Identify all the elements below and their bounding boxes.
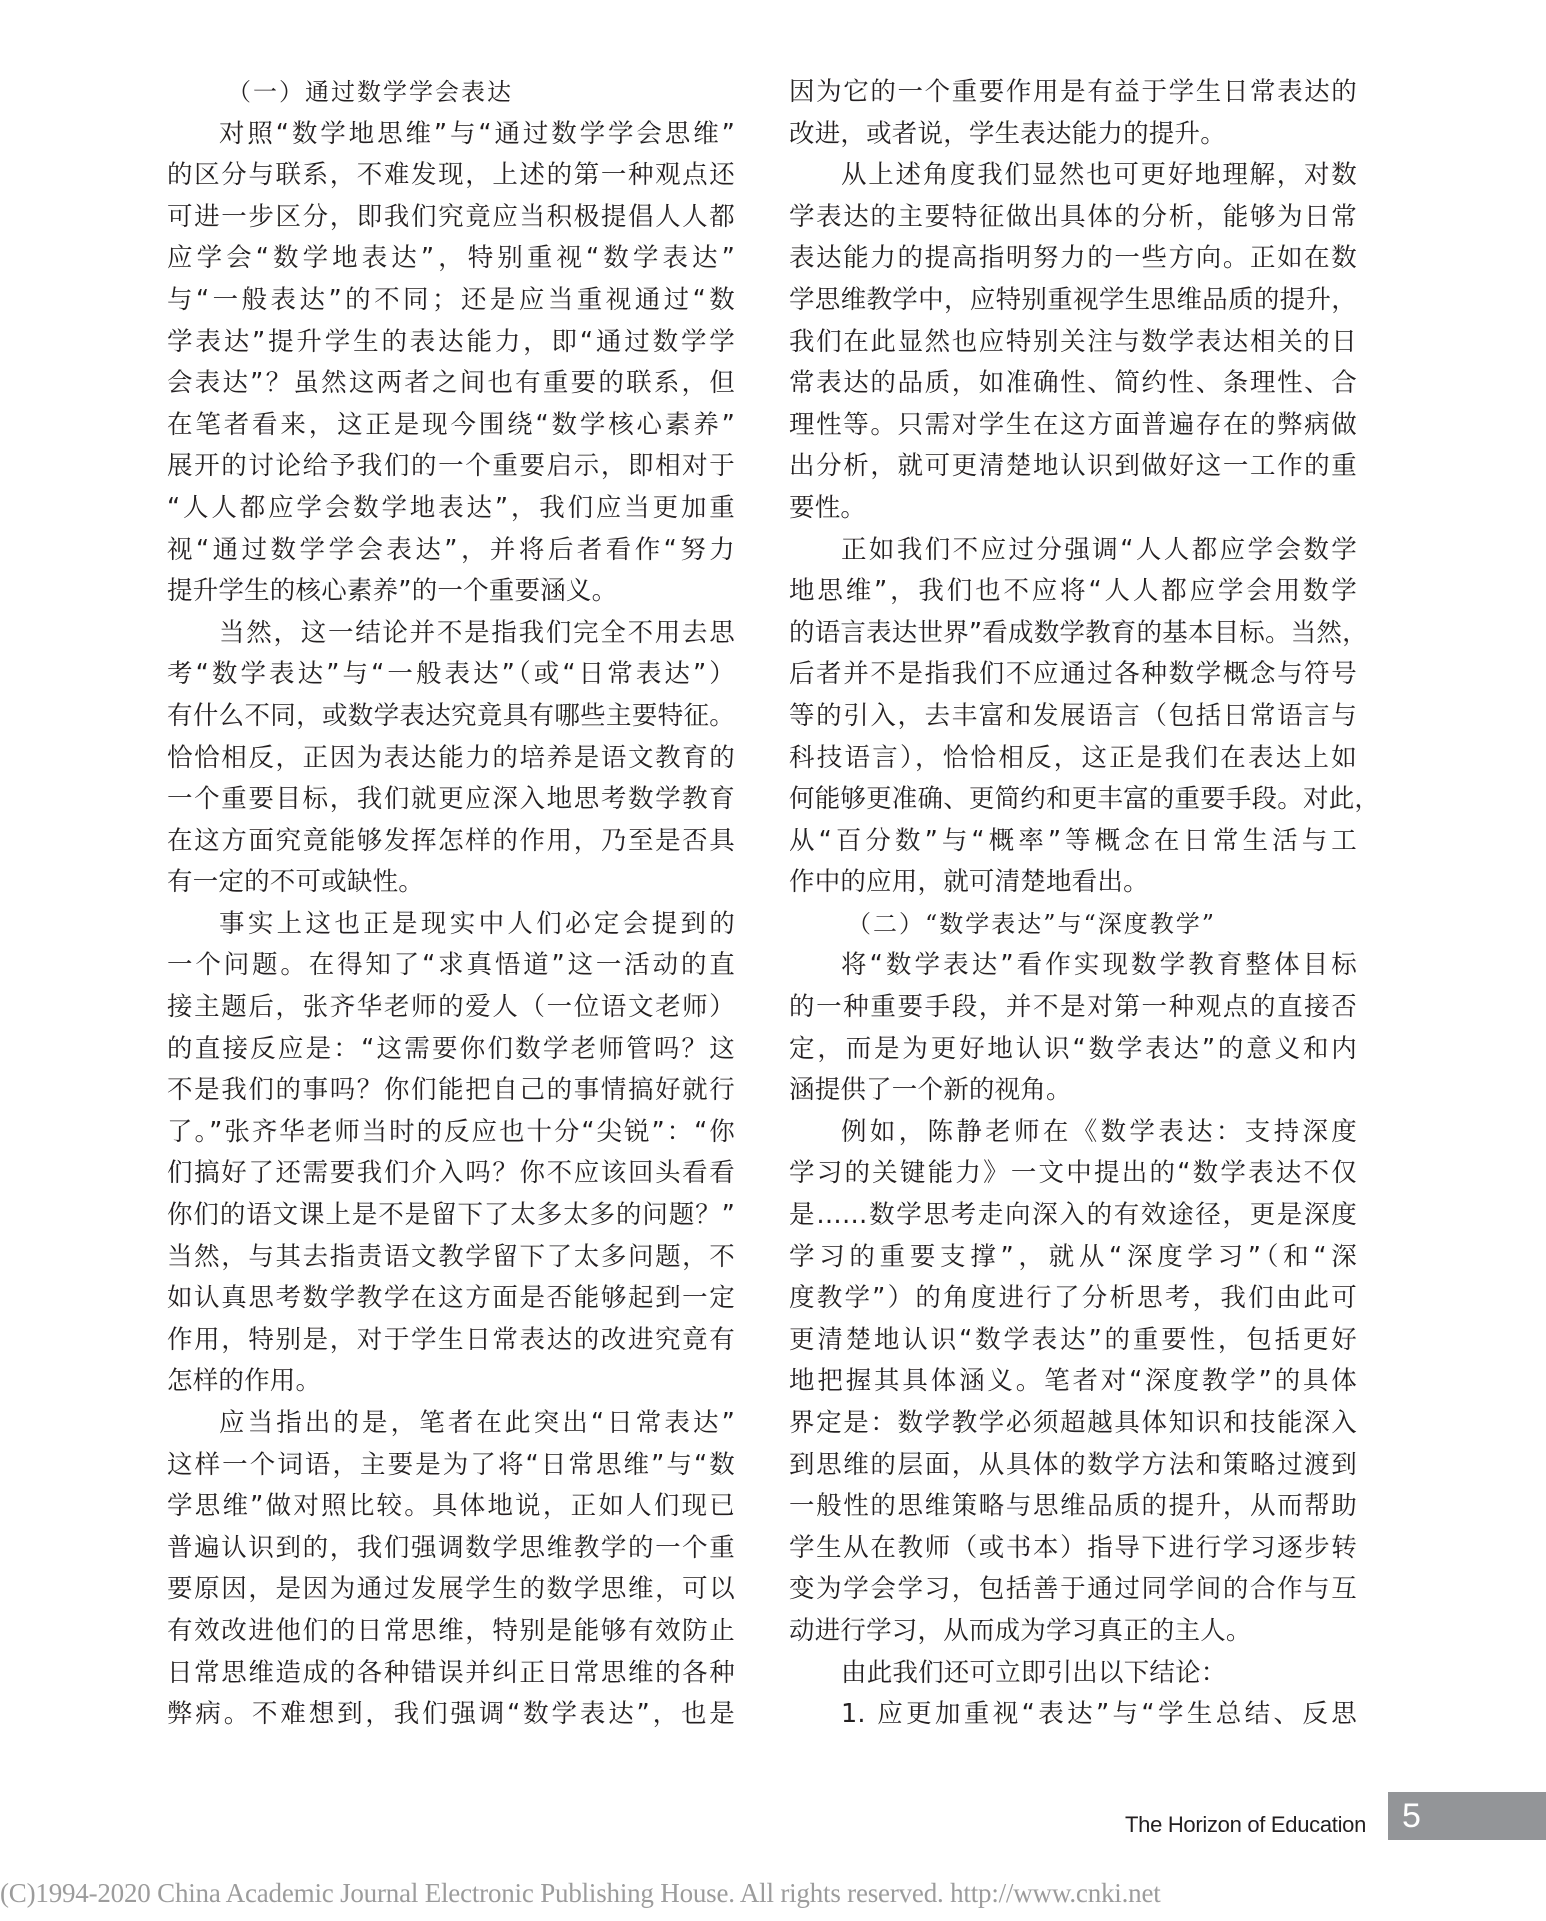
text-line: 度教学”）的角度进行了分析思考，我们由此可 <box>789 1283 1357 1314</box>
copyright-notice: (C)1994-2020 China Academic Journal Electronic Publishing House. All rights reserved. http://www.cnki.net <box>0 1878 1161 1908</box>
text-line: 这样一个词语，主要是为了将“日常思维”与“数 <box>167 1449 735 1480</box>
paragraph-first-line: 事实上这也正是现实中人们必定会提到的 <box>219 908 735 939</box>
text-line: 提升学生的核心素养”的一个重要涵义。 <box>167 576 618 607</box>
journal-name: The Horizon of Education <box>1125 1812 1367 1837</box>
text-line: 不是我们的事吗？你们能把自己的事情搞好就行 <box>167 1075 735 1106</box>
paragraph-first-line: 例如，陈静老师在《数学表达：支持深度 <box>841 1116 1357 1147</box>
paragraph-first-line: 当然，这一结论并不是指我们完全不用去思 <box>219 617 735 648</box>
paragraph-first-line: 1. 应更加重视“表达”与“学生总结、反思 <box>841 1699 1357 1730</box>
text-line: 一个问题。在得知了“求真悟道”这一活动的直 <box>167 950 735 981</box>
paragraph-first-line: 应当指出的是，笔者在此突出“日常表达” <box>219 1408 735 1438</box>
text-line: 怎样的作用。 <box>167 1366 322 1397</box>
text-line: 有什么不同，或数学表达究竟具有哪些主要特征。 <box>167 700 735 731</box>
page-number-block <box>1388 1792 1546 1840</box>
paragraph-first-line: 由此我们还可立即引出以下结论： <box>841 1657 1227 1688</box>
text-line: 弊病。不难想到，我们强调“数学表达”，也是 <box>167 1699 735 1730</box>
text-line: 接主题后，张齐华老师的爱人（一位语文老师） <box>167 992 735 1023</box>
text-line: 视“通过数学学会表达”，并将后者看作“努力 <box>167 534 735 565</box>
paragraph-first-line: 对照“数学地思维”与“通过数学学会思维” <box>219 118 735 149</box>
text-line: 可进一步区分，即我们究竟应当积极提倡人人都 <box>167 201 735 232</box>
text-line: 考“数学表达”与“一般表达”（或“日常表达”） <box>167 659 735 690</box>
text-line: 在这方面究竟能够发挥怎样的作用，乃至是否具 <box>167 825 735 856</box>
text-line: 应学会“数学地表达”，特别重视“数学表达” <box>167 243 735 274</box>
text-line: 改进，或者说，学生表达能力的提升。 <box>789 118 1226 149</box>
text-line: 要性。 <box>789 492 867 523</box>
text-line: 学习的重要支撑”，就从“深度学习”（和“深 <box>789 1241 1357 1272</box>
text-line: 科技语言），恰恰相反，这正是我们在表达上如 <box>789 742 1357 773</box>
text-line: 理性等。只需对学生在这方面普遍存在的弊病做 <box>789 409 1357 440</box>
text-line: 因为它的一个重要作用是有益于学生日常表达的 <box>789 77 1357 107</box>
text-line: 界定是：数学教学必须超越具体知识和技能深入 <box>789 1408 1357 1438</box>
text-line: 有一定的不可或缺性。 <box>167 867 425 898</box>
text-line: 学表达的主要特征做出具体的分析，能够为日常 <box>789 201 1357 232</box>
text-line: 常表达的品质，如准确性、简约性、条理性、合 <box>789 368 1357 399</box>
text-line: 等的引入，去丰富和发展语言（包括日常语言与 <box>789 700 1357 731</box>
left-column <box>167 72 735 1736</box>
text-line: 到思维的层面，从具体的数学方法和策略过渡到 <box>789 1449 1357 1480</box>
text-line: 出分析，就可更清楚地认识到做好这一工作的重 <box>789 451 1357 482</box>
section-heading: （二）“数学表达”与“深度教学” <box>847 909 1217 938</box>
paragraph-first-line: 从上述角度我们显然也可更好地理解，对数 <box>841 160 1357 191</box>
paragraph-first-line: 将“数学表达”看作实现数学教育整体目标 <box>841 950 1357 981</box>
paragraph-first-line: 正如我们不应过分强调“人人都应学会数学 <box>841 534 1357 565</box>
text-line: 我们在此显然也应特别关注与数学表达相关的日 <box>789 326 1357 357</box>
text-line: 一个重要目标，我们就更应深入地思考数学教育 <box>167 784 735 815</box>
text-line: 的区分与联系，不难发现，上述的第一种观点还 <box>167 160 735 191</box>
text-line: 普遍认识到的，我们强调数学思维教学的一个重 <box>167 1532 735 1563</box>
text-line: 学习的关键能力》一文中提出的“数学表达不仅 <box>789 1158 1357 1189</box>
text-line: 的语言表达世界”看成数学教育的基本目标。当然， <box>789 617 1368 648</box>
text-line: 的直接反应是：“这需要你们数学老师管吗？这 <box>167 1033 735 1064</box>
text-line: 作用，特别是，对于学生日常表达的改进究竟有 <box>167 1324 735 1355</box>
text-line: 地思维”，我们也不应将“人人都应学会用数学 <box>789 576 1357 607</box>
text-line: 的一种重要手段，并不是对第一种观点的直接否 <box>789 992 1357 1023</box>
text-line: 日常思维造成的各种错误并纠正日常思维的各种 <box>167 1657 735 1688</box>
section-heading: （一）通过数学学会表达 <box>227 78 513 106</box>
text-line: 是……数学思考走向深入的有效途径，更是深度 <box>789 1200 1357 1231</box>
text-line: 学思维教学中，应特别重视学生思维品质的提升， <box>789 284 1357 315</box>
text-line: 展开的讨论给予我们的一个重要启示，即相对于 <box>167 451 735 482</box>
text-line: 更清楚地认识“数学表达”的重要性，包括更好 <box>789 1324 1357 1355</box>
text-line: 你们的语文课上是不是留下了太多太多的问题？” <box>167 1200 735 1231</box>
text-line: 了。”张齐华老师当时的反应也十分“尖锐”：“你 <box>167 1116 735 1147</box>
text-line: “人人都应学会数学地表达”，我们应当更加重 <box>167 492 735 523</box>
text-line: 学思维”做对照比较。具体地说，正如人们现已 <box>167 1491 735 1522</box>
text-line: 学生从在教师（或书本）指导下进行学习逐步转 <box>789 1532 1357 1563</box>
text-line: 学表达”提升学生的表达能力，即“通过数学学 <box>167 326 735 357</box>
text-line: 地把握其具体涵义。笔者对“深度教学”的具体 <box>789 1366 1357 1397</box>
text-line: 作中的应用，就可清楚地看出。 <box>789 867 1149 898</box>
text-line: 们搞好了还需要我们介入吗？你不应该回头看看 <box>167 1158 735 1189</box>
right-column <box>789 72 1381 1736</box>
text-line: 有效改进他们的日常思维，特别是能够有效防止 <box>167 1615 735 1646</box>
text-line: 与“一般表达”的不同；还是应当重视通过“数 <box>167 284 735 315</box>
text-line: 要原因，是因为通过发展学生的数学思维，可以 <box>167 1574 735 1605</box>
text-line: 何能够更准确、更简约和更丰富的重要手段。对此， <box>789 784 1381 815</box>
text-line: 恰恰相反，正因为表达能力的培养是语文教育的 <box>167 742 735 773</box>
text-line: 后者并不是指我们不应通过各种数学概念与符号 <box>789 659 1357 690</box>
text-line: 涵提供了一个新的视角。 <box>789 1075 1072 1106</box>
text-line: 一般性的思维策略与思维品质的提升，从而帮助 <box>789 1491 1357 1522</box>
text-line: 在笔者看来，这正是现今围绕“数学核心素养” <box>167 409 735 440</box>
text-line: 当然，与其去指责语文教学留下了太多问题，不 <box>167 1241 735 1272</box>
text-line: 从“百分数”与“概率”等概念在日常生活与工 <box>789 825 1357 856</box>
text-line: 动进行学习，从而成为学习真正的主人。 <box>789 1615 1252 1646</box>
text-line: 变为学会学习，包括善于通过同学间的合作与互 <box>789 1574 1357 1605</box>
text-line: 定，而是为更好地认识“数学表达”的意义和内 <box>789 1033 1357 1064</box>
text-line: 表达能力的提高指明努力的一些方向。正如在数 <box>789 243 1357 274</box>
page-number: 5 <box>1402 1797 1421 1835</box>
text-line: 如认真思考数学教学在这方面是否能够起到一定 <box>167 1283 735 1314</box>
text-line: 会表达”？虽然这两者之间也有重要的联系，但 <box>167 368 735 399</box>
